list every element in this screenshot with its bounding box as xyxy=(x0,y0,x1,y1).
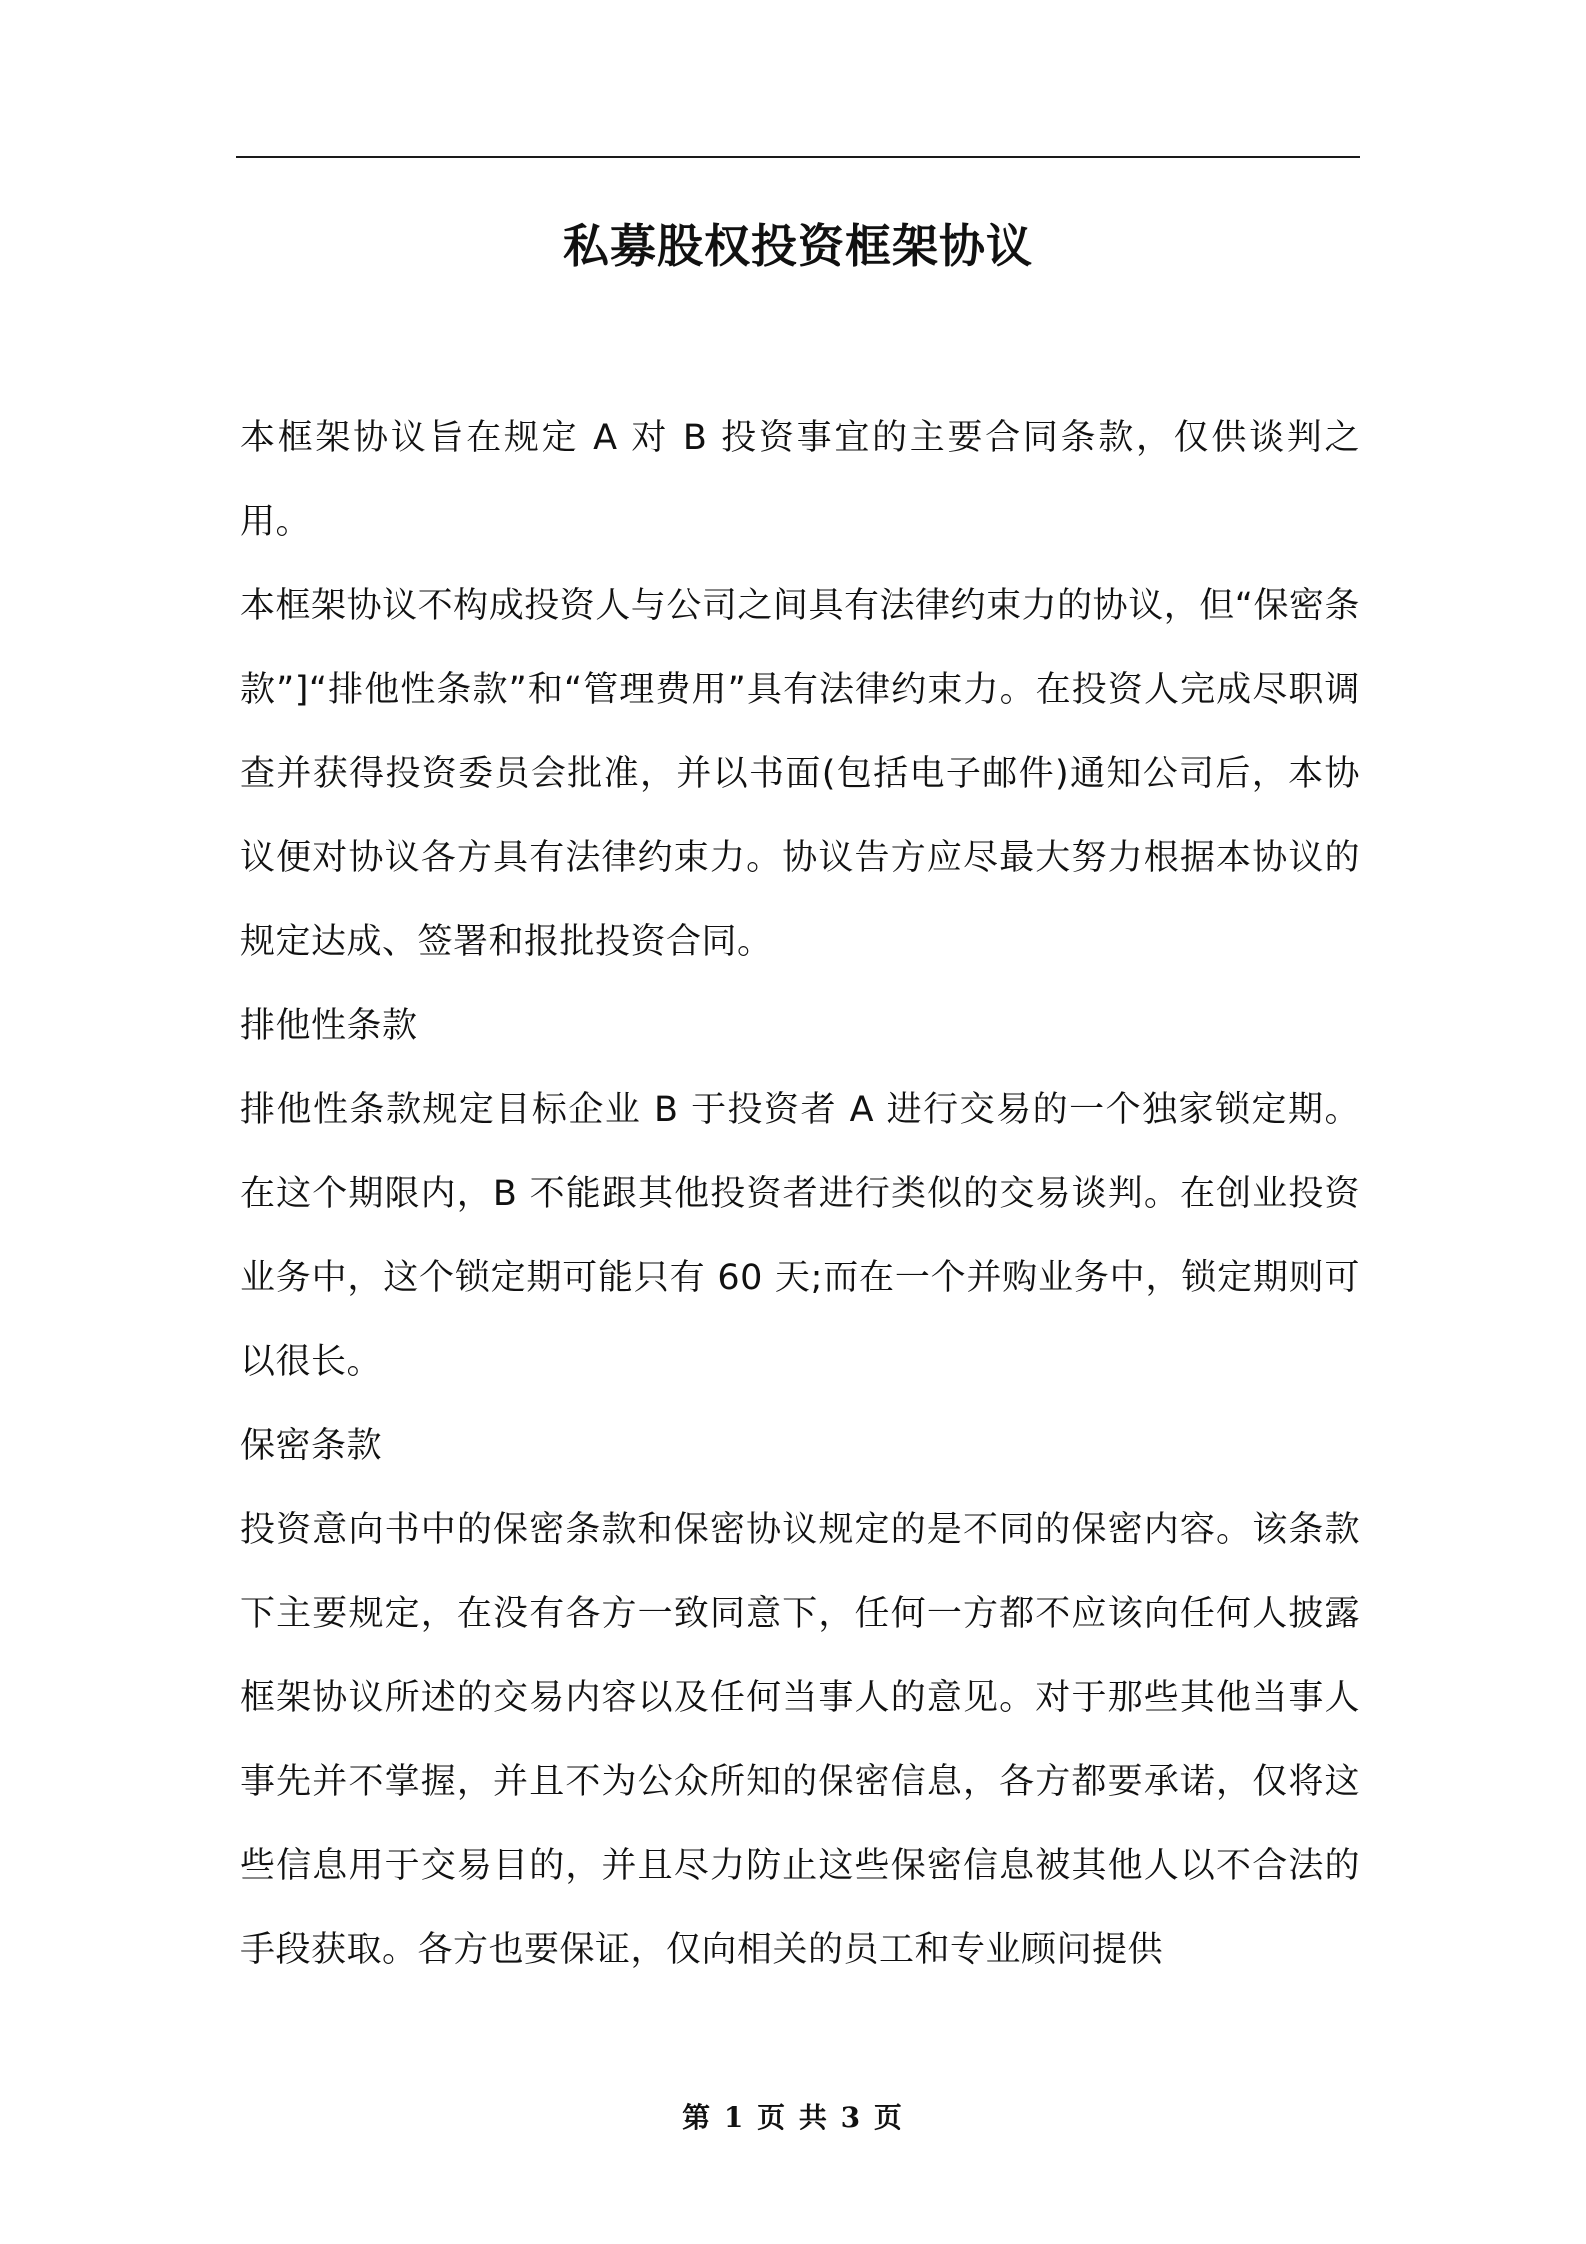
section-body-exclusivity: 排他性条款规定目标企业 B 于投资者 A 进行交易的一个独家锁定期。在这个期限内，B 不能跟其他投资者进行类似的交易谈判。在创业投资业务中，这个锁定期可能只有 60 天;而在一个并购业务中，锁定期则可以很长。 xyxy=(240,1090,1360,1382)
section-body-confidentiality: 投资意向书中的保密条款和保密协议规定的是不同的保密内容。该条款下主要规定，在没有各方一致同意下，任何一方都不应该向任何人披露框架协议所述的交易内容以及任何当事人的意见。对于那些其他当事人事先并不掌握，并且不为公众所知的保密信息，各方都要承诺，仅将这些信息用于交易目的，并且尽力防止这些保密信息被其他人以不合法的手段获取。各方也要保证，仅向相关的员工和专业顾问提供 xyxy=(240,1510,1360,1970)
intro-paragraph: 本框架协议旨在规定 A 对 B 投资事宜的主要合同条款，仅供谈判之用。 xyxy=(240,418,1360,542)
header-rule xyxy=(236,156,1360,158)
page-number-footer: 第 1 页 共 3 页 xyxy=(682,2101,904,2134)
legal-effect-paragraph: 本框架协议不构成投资人与公司之间具有法律约束力的协议，但“保密条款”]“排他性条款”和“管理费用”具有法律约束力。在投资人完成尽职调查并获得投资委员会批准，并以书面(包括电子邮件)通知公司后，本协议便对协议各方具有法律约束力。协议告方应尽最大努力根据本协议的规定达成、签署和报批投资合同。 xyxy=(240,586,1360,962)
section-heading-confidentiality: 保密条款 xyxy=(240,1426,383,1466)
document-title: 私募股权投资框架协议 xyxy=(563,219,1033,273)
section-heading-exclusivity: 排他性条款 xyxy=(240,1006,418,1046)
document-body xyxy=(240,396,1360,1992)
